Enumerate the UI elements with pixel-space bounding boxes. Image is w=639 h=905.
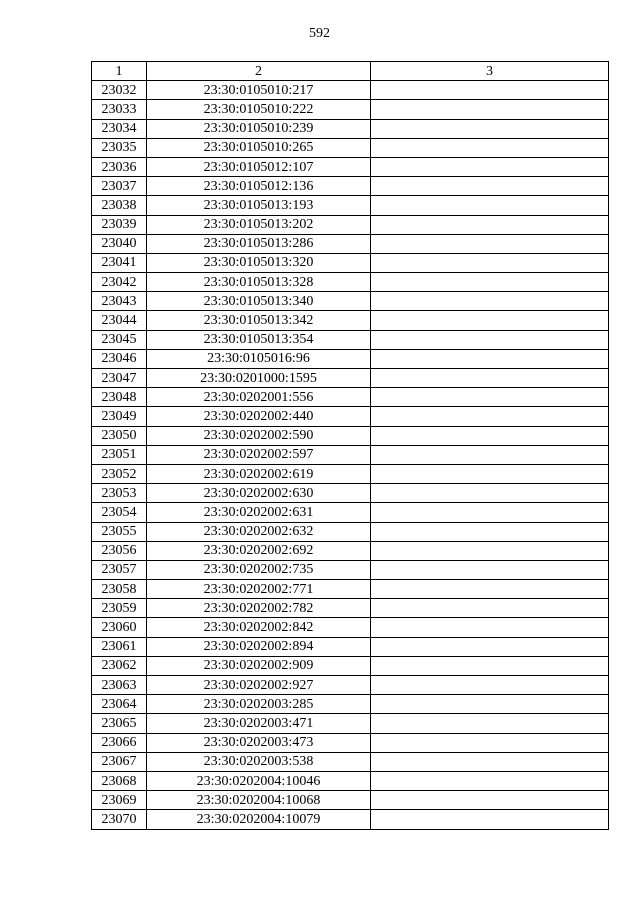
table-header <box>92 62 609 81</box>
table-row <box>92 618 609 637</box>
cadastral-number-cell: 23:30:0202002:909 <box>147 656 371 675</box>
note-cell <box>371 541 609 560</box>
row-number-cell: 23058 <box>92 580 147 599</box>
cadastral-number-cell: 23:30:0202002:440 <box>147 407 371 426</box>
row-number-cell: 23053 <box>92 484 147 503</box>
table-row <box>92 311 609 330</box>
note-cell <box>371 369 609 388</box>
note-cell <box>371 157 609 176</box>
note-cell <box>371 253 609 272</box>
row-number-cell: 23036 <box>92 157 147 176</box>
table-row <box>92 656 609 675</box>
cadastral-number-cell: 23:30:0202002:842 <box>147 618 371 637</box>
row-number-cell: 23032 <box>92 81 147 100</box>
note-cell <box>371 560 609 579</box>
row-number-cell: 23067 <box>92 752 147 771</box>
cadastral-number-cell: 23:30:0105013:328 <box>147 273 371 292</box>
row-number-cell: 23061 <box>92 637 147 656</box>
table-row <box>92 138 609 157</box>
note-cell <box>371 81 609 100</box>
note-cell <box>371 311 609 330</box>
note-cell <box>371 503 609 522</box>
row-number-cell: 23048 <box>92 388 147 407</box>
note-cell <box>371 330 609 349</box>
cadastral-number-cell: 23:30:0105012:136 <box>147 177 371 196</box>
cadastral-number-cell: 23:30:0105013:286 <box>147 234 371 253</box>
cadastral-number-cell: 23:30:0105013:340 <box>147 292 371 311</box>
table-row <box>92 464 609 483</box>
row-number-cell: 23064 <box>92 695 147 714</box>
row-number-cell: 23050 <box>92 426 147 445</box>
row-number-cell: 23056 <box>92 541 147 560</box>
cadastral-number-cell: 23:30:0202002:619 <box>147 464 371 483</box>
row-number-cell: 23045 <box>92 330 147 349</box>
row-number-cell: 23041 <box>92 253 147 272</box>
table-row <box>92 580 609 599</box>
table-row <box>92 810 609 829</box>
cadastral-number-cell: 23:30:0105010:217 <box>147 81 371 100</box>
note-cell <box>371 580 609 599</box>
note-cell <box>371 407 609 426</box>
row-number-cell: 23043 <box>92 292 147 311</box>
table-row <box>92 407 609 426</box>
note-cell <box>371 522 609 541</box>
row-number-cell: 23046 <box>92 349 147 368</box>
row-number-cell: 23034 <box>92 119 147 138</box>
note-cell <box>371 292 609 311</box>
table-row <box>92 215 609 234</box>
table-row <box>92 157 609 176</box>
page-number: 592 <box>309 26 330 41</box>
table-row <box>92 503 609 522</box>
cadastral-number-cell: 23:30:0202002:782 <box>147 599 371 618</box>
note-cell <box>371 464 609 483</box>
cadastral-number-cell: 23:30:0202004:10079 <box>147 810 371 829</box>
cadastral-number-cell: 23:30:0105013:202 <box>147 215 371 234</box>
note-cell <box>371 234 609 253</box>
note-cell <box>371 791 609 810</box>
table-row <box>92 541 609 560</box>
row-number-cell: 23039 <box>92 215 147 234</box>
row-number-cell: 23062 <box>92 656 147 675</box>
note-cell <box>371 119 609 138</box>
row-number-cell: 23060 <box>92 618 147 637</box>
table-row <box>92 560 609 579</box>
cadastral-number-cell: 23:30:0201000:1595 <box>147 369 371 388</box>
note-cell <box>371 196 609 215</box>
row-number-cell: 23037 <box>92 177 147 196</box>
cadastral-number-cell: 23:30:0202002:927 <box>147 676 371 695</box>
table-row <box>92 196 609 215</box>
note-cell <box>371 138 609 157</box>
row-number-cell: 23059 <box>92 599 147 618</box>
cadastral-number-cell: 23:30:0202002:632 <box>147 522 371 541</box>
table-row <box>92 637 609 656</box>
row-number-cell: 23069 <box>92 791 147 810</box>
row-number-cell: 23047 <box>92 369 147 388</box>
table-row <box>92 791 609 810</box>
table-row <box>92 752 609 771</box>
table-row <box>92 177 609 196</box>
cadastral-number-cell: 23:30:0105013:320 <box>147 253 371 272</box>
note-cell <box>371 349 609 368</box>
note-cell <box>371 445 609 464</box>
table-row <box>92 445 609 464</box>
note-cell <box>371 388 609 407</box>
table-row <box>92 273 609 292</box>
note-cell <box>371 215 609 234</box>
cadastral-number-cell: 23:30:0202004:10068 <box>147 791 371 810</box>
table-row <box>92 484 609 503</box>
table-row <box>92 100 609 119</box>
cadastral-number-cell: 23:30:0202002:630 <box>147 484 371 503</box>
table-row <box>92 234 609 253</box>
table-row <box>92 676 609 695</box>
header-col-2: 2 <box>147 62 371 81</box>
note-cell <box>371 714 609 733</box>
table-row <box>92 388 609 407</box>
note-cell <box>371 695 609 714</box>
table-row <box>92 522 609 541</box>
cadastral-number-cell: 23:30:0202002:771 <box>147 580 371 599</box>
note-cell <box>371 637 609 656</box>
table-row <box>92 599 609 618</box>
note-cell <box>371 599 609 618</box>
cadastral-number-cell: 23:30:0202003:285 <box>147 695 371 714</box>
cadastral-number-cell: 23:30:0202002:735 <box>147 560 371 579</box>
registry-table <box>91 61 609 830</box>
row-number-cell: 23063 <box>92 676 147 695</box>
cadastral-number-cell: 23:30:0105012:107 <box>147 157 371 176</box>
table-row <box>92 119 609 138</box>
cadastral-number-cell: 23:30:0105010:222 <box>147 100 371 119</box>
note-cell <box>371 752 609 771</box>
row-number-cell: 23049 <box>92 407 147 426</box>
row-number-cell: 23035 <box>92 138 147 157</box>
table-row <box>92 426 609 445</box>
note-cell <box>371 771 609 790</box>
cadastral-number-cell: 23:30:0105013:193 <box>147 196 371 215</box>
header-col-3: 3 <box>371 62 609 81</box>
cadastral-number-cell: 23:30:0202002:894 <box>147 637 371 656</box>
cadastral-number-cell: 23:30:0105013:342 <box>147 311 371 330</box>
row-number-cell: 23068 <box>92 771 147 790</box>
note-cell <box>371 177 609 196</box>
row-number-cell: 23044 <box>92 311 147 330</box>
cadastral-number-cell: 23:30:0202001:556 <box>147 388 371 407</box>
table-row <box>92 771 609 790</box>
row-number-cell: 23038 <box>92 196 147 215</box>
row-number-cell: 23057 <box>92 560 147 579</box>
row-number-cell: 23051 <box>92 445 147 464</box>
cadastral-number-cell: 23:30:0105010:239 <box>147 119 371 138</box>
table-body <box>92 81 609 829</box>
row-number-cell: 23055 <box>92 522 147 541</box>
row-number-cell: 23065 <box>92 714 147 733</box>
row-number-cell: 23054 <box>92 503 147 522</box>
row-number-cell: 23042 <box>92 273 147 292</box>
table-row <box>92 369 609 388</box>
cadastral-number-cell: 23:30:0202002:590 <box>147 426 371 445</box>
note-cell <box>371 656 609 675</box>
header-col-1: 1 <box>92 62 147 81</box>
cadastral-number-cell: 23:30:0202003:471 <box>147 714 371 733</box>
table-row <box>92 330 609 349</box>
table-row <box>92 292 609 311</box>
cadastral-number-cell: 23:30:0202003:473 <box>147 733 371 752</box>
note-cell <box>371 676 609 695</box>
row-number-cell: 23070 <box>92 810 147 829</box>
row-number-cell: 23066 <box>92 733 147 752</box>
cadastral-number-cell: 23:30:0202002:597 <box>147 445 371 464</box>
header-row <box>92 62 609 81</box>
note-cell <box>371 100 609 119</box>
cadastral-number-cell: 23:30:0105016:96 <box>147 349 371 368</box>
note-cell <box>371 273 609 292</box>
table-row <box>92 695 609 714</box>
note-cell <box>371 733 609 752</box>
cadastral-number-cell: 23:30:0202002:631 <box>147 503 371 522</box>
row-number-cell: 23052 <box>92 464 147 483</box>
cadastral-number-cell: 23:30:0202003:538 <box>147 752 371 771</box>
cadastral-number-cell: 23:30:0202002:692 <box>147 541 371 560</box>
row-number-cell: 23033 <box>92 100 147 119</box>
table-row <box>92 714 609 733</box>
table-row <box>92 253 609 272</box>
note-cell <box>371 810 609 829</box>
table-row <box>92 733 609 752</box>
cadastral-number-cell: 23:30:0105010:265 <box>147 138 371 157</box>
table-row <box>92 81 609 100</box>
note-cell <box>371 426 609 445</box>
note-cell <box>371 618 609 637</box>
cadastral-number-cell: 23:30:0105013:354 <box>147 330 371 349</box>
note-cell <box>371 484 609 503</box>
table-row <box>92 349 609 368</box>
row-number-cell: 23040 <box>92 234 147 253</box>
cadastral-number-cell: 23:30:0202004:10046 <box>147 771 371 790</box>
